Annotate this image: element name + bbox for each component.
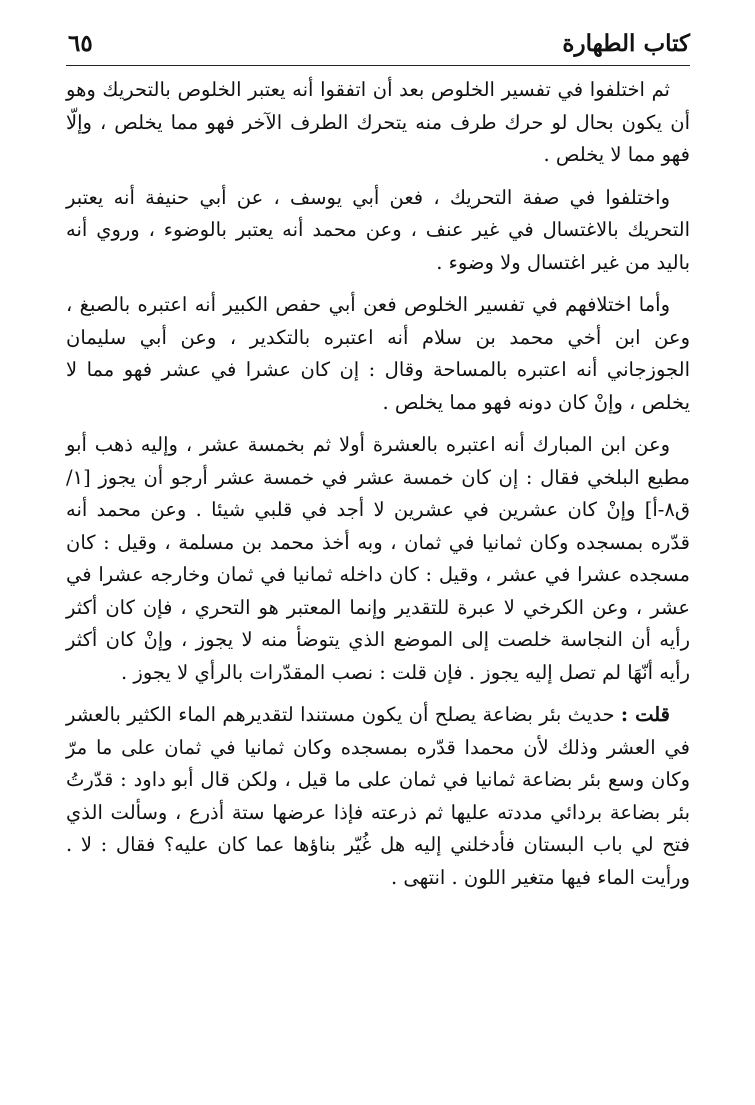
- page-header: [66, 22, 690, 66]
- header-divider: [66, 65, 690, 66]
- page-body: [66, 74, 690, 894]
- page-number: ٦٥: [68, 30, 93, 57]
- paragraph: وأما اختلافهم في تفسير الخلوص فعن أبي حفص الكبير أنه اعتبره بالصبغ ، وعن ابن أخي محمد بن سلام أنه اعتبره بالتكدير ، وعن أبي سليمان الجوزجاني أنه اعتبره بالمساحة وقال : إن كان عشرا في عشر فهو مما لا يخلص ، وإنْ كان دونه فهو مما يخلص .: [66, 293, 690, 414]
- chapter-title: كتاب الطهارة: [562, 30, 690, 57]
- paragraph: وعن ابن المبارك أنه اعتبره بالعشرة أولا ثم بخمسة عشر ، وإليه ذهب أبو مطيع البلخي فقال : إن كان خمسة عشر في خمسة عشر أرجو أن يجوز [١/ق٨-أ] وإنْ كان عشرين في عشرين لا أجد في قلبي شيئا . وعن محمد أنه قدّره بمسجده وكان ثمانيا في ثمان ، وبه أخذ محمد بن مسلمة ، وقيل : كان مسجده عشرا في عشر ، وقيل : كان داخله ثمانيا في ثمان وخارجه عشرا في عشر ، وعن الكرخي لا عبرة للتقدير وإنما المعتبر هو التحري ، فإن كان أكثر رأيه أن النجاسة خلصت إلى الموضع الذي يتوضأ منه لا يجوز ، وإنْ كان أكثر رأيه أنّهَا لم تصل إليه يجوز . فإن قلت : نصب المقدّرات بالرأي لا يجوز .: [66, 433, 690, 684]
- paragraph-lead: قلت :: [620, 703, 670, 726]
- paragraph: [66, 699, 690, 894]
- paragraph: ثم اختلفوا في تفسير الخلوص بعد أن اتفقوا أنه يعتبر الخلوص بالتحريك وهو أن يكون بحال لو حرك طرف منه يتحرك الطرف الآخر فهو مما يخلص ، وإلّا فهو مما لا يخلص .: [66, 78, 690, 166]
- paragraph-text: حديث بئر بضاعة يصلح أن يكون مستندا لتقديرهم الماء الكثير بالعشر في العشر وذلك لأن محمدا قدّره بمسجده وكان ثمانيا في ثمان على ما مرّ وكان وسع بئر بضاعة ثمانيا في ثمان على ما قيل ، ولكن قال أبو داود : قدّرتُ بئر بضاعة بردائي مددته عليها ثم ذرعته فإذا عرضها ستة أذرع ، وسألت الذي فتح لي باب البستان فأدخلني إليه هل غُيّر بناؤها عما كان عليه؟ فقال : لا . ورأيت الماء فيها متغير اللون . انتهى .: [66, 703, 690, 889]
- paragraph: واختلفوا في صفة التحريك ، فعن أبي يوسف ، عن أبي حنيفة أنه يعتبر التحريك بالاغتسال في غير عنف ، وعن محمد أنه يعتبر بالوضوء ، وروي أنه باليد من غير اغتسال ولا وضوء .: [66, 185, 690, 274]
- book-page: [66, 22, 690, 1082]
